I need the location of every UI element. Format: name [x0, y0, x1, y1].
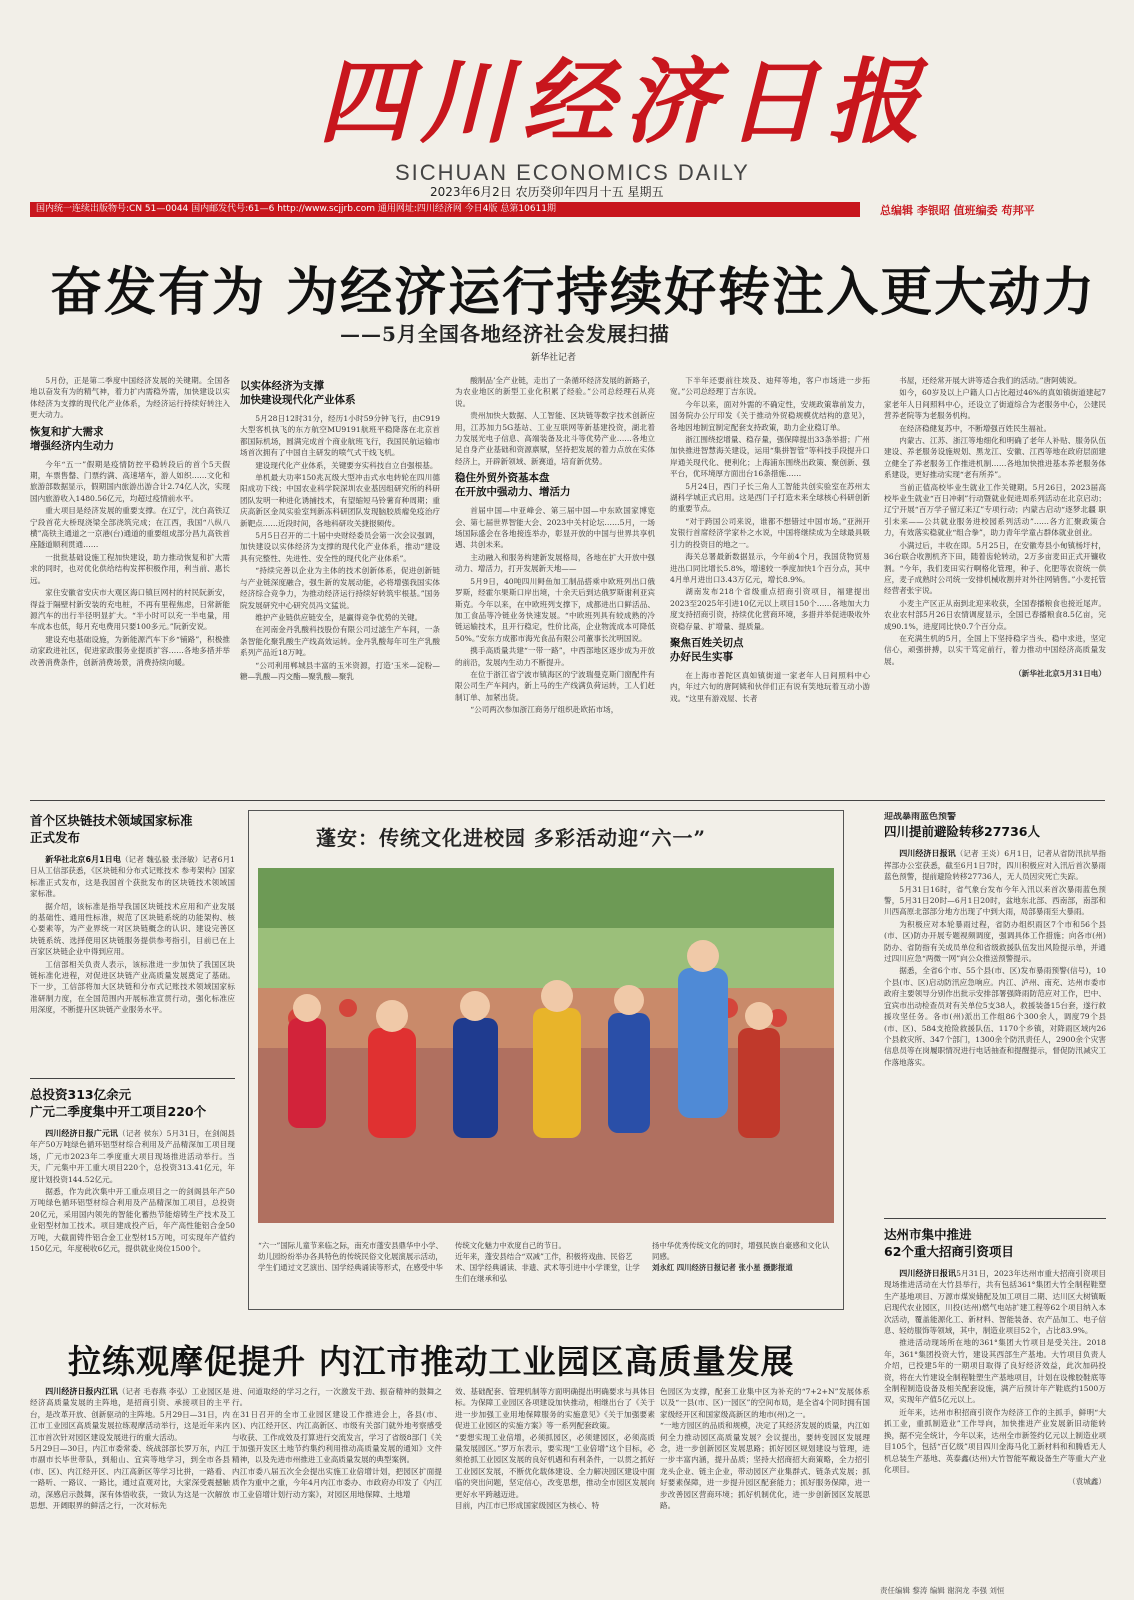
- paragraph: 单机最大功率150兆瓦级大型冲击式水电转轮在四川德阳成功下线；中国农业科学院深圳农业基因组研究所的科研团队发明一种进化诱捕技术，有望缩短马铃薯育种周期；重庆高新区金凤实验室判新冻科研团队发现脑胶质瘤免疫治疗新靶点……近段时间，各地科研攻关捷报频传。: [240, 473, 440, 528]
- paragraph: 小麦主产区正从南到北迎来收获，全国春播粮食也接近尾声。农业农村部5月26日农情调度显示，全国已春播粮食8.5亿亩，完成90.1%，进度同比快0.7个百分点。: [884, 598, 1106, 631]
- paragraph: 如今，60岁及以上户籍人口占比超过46%的真如镇街道建起7家老年人日间照料中心，还设立了街道综合为老服务中心，公建民营养老院等为老服务机构。: [884, 388, 1106, 421]
- newspaper-logo: 四川经济日报: [318, 48, 931, 156]
- dateline: 四川经济日报讯: [899, 849, 956, 859]
- lead-headline: 奋发有为 为经济运行持续好转注入更大动力: [50, 262, 1097, 323]
- section-subhead: 以实体经济为支撑 加快建设现代化产业体系: [240, 380, 356, 406]
- photo-illustration: [258, 868, 834, 1223]
- lead-column-2: [240, 375, 440, 795]
- paragraph: 据悉，作为此次集中开工重点项目之一的剑阁县年产50万吨绿色循环铝型材综合利用及产品精深加工项目，总投资20亿元，采用国内领先的智能化蓄热节能熔铸生产技术及工业铝型材加工技术。项目建成投产后，年产高性能铝合金50万吨，大截面铸件铝合金工业型材15万吨，可实现年产值约150亿元，年度税收6亿元，提供就业岗位1500个。: [30, 1187, 235, 1254]
- paragraph: 5月28日12时31分，经历1小时59分钟飞行，由C919大型客机执飞的东方航空MU9191航班平稳降落在北京首都国际机场，圆满完成首个商业航班飞行，我国民航运输市场首次拥有了中国自主研发的喷气式干线飞机。: [240, 414, 440, 458]
- photo-caption-2: 传统文化魅力中欢度自己的节日。 近年来，蓬安县结合“双减”工作，积极将戏曲、民俗艺术、国学经典诵读、非遗、武术等引进中小学课堂，让学生们在继承和弘: [455, 1241, 640, 1283]
- story-title: 四川提前避险转移27736人: [884, 824, 1040, 840]
- lead-column-5: [884, 375, 1106, 795]
- paragraph: “公司利用郸城县丰富的玉米资源，打造‘玉米—淀粉—糖—乳酸—丙交酯—聚乳酸—聚乳: [240, 660, 440, 681]
- paragraph: （记者 侯东）5月31日，在剑阁县年产50万吨绿色循环铝型材综合利用及产品精深加工项目现场，广元市2023年二季度重大项目现场推进活动举行。当天，广元集中开工重大项目220个，总投资313.41亿元，年度计划投资144.52亿元。: [30, 1129, 235, 1184]
- paragraph: 5月31日，2023年达州市重大招商引资项目现场推进活动在大竹县举行，共有包括361°集团大竹全制程鞋塑生产基地项目、万源市煤炭储配及加工项目二期、达川区大树镇畈启现代农业园区，川投(达州)燃气电站扩建工程等62个项目纳入本次活动，覆盖能源化工、新材料、智能装备、农产品加工、电子信息、轻纺服饰等领域，其中，制造业项目52个，占比83.9%。: [884, 1269, 1106, 1336]
- paragraph: 近年来，达州市积招商引资作为经济工作的主抓手，鲜明“大抓工业，重抓制造业”工作导向，加快推进产业发展新旧动能转换，据不完全统计，今年以来，达州全市新签约亿元以上制造业项目105个，包括“百亿级”项目四川金海马化工新材料和和腾盾无人机总装生产基地、英泰鑫(达州)大竹智能军戴设备生产等重大产业化项目。: [884, 1407, 1106, 1474]
- paragraph: 推进活动现场所在地的361°集团大竹项目是受关注。2018年，361°集团投资大竹，建设其西部生产基地。大竹项目负责人介绍，已投建5年的一期项目取得了良好经济效益，此次加码投资，将在大竹建设全制程鞋塑生产基地项目，计划在设橡胶鞋底等全制程制造设备及相关配套设施，满产后预计年产鞋底约1500万双，实现年产值5亿元以上。: [884, 1338, 1106, 1405]
- paragraph: （记者 王炎）6月1日，记者从省防汛抗旱指挥部办公室获悉，截至6月1日7时，四川积极应对入汛后首次暴雨蓝色预警，提前避险转移27736人，无人员因灾死亡失踪。: [884, 849, 1106, 882]
- story-dazhou: [884, 1226, 1106, 1581]
- paragraph: 首届中国—中亚峰会、第三届中国—中东欧国家博览会、第七届世界智能大会、2023中关村论坛……5月，一场场国际盛会在各地接连举办，彰显开放的中国与世界共享机遇、共创未来。: [455, 506, 655, 550]
- paragraph: 在位于浙江省宁波市镇海区的宁波瑞曼克斯门窗配件有限公司生产车间内，新上马的生产线满负荷运转，工人们赶制订单、加紧出货。: [455, 669, 655, 702]
- newspaper-english-name: SICHUAN ECONOMICS DAILY: [395, 160, 750, 185]
- paragraph: 内蒙古、江苏、浙江等地细化和明确了老年人补贴、服务队伍建设、养老服务设施规划、黑龙江、安徽、江西等地在政府层面建立健全了养老服务工作推进机制……各地加快推进基本养老服务体系建设，更好推动实现“老有所养”。: [884, 436, 1106, 480]
- paragraph: 主动融入和服务构建新发展格局，各地在扩大开放中强动力、增活力，打开发展新天地——: [455, 552, 655, 574]
- paragraph: 工信部相关负责人表示，该标准进一步加快了我国区块链标准化进程，对促进区块链产业高质量发展奠定了基础。下一步，工信部将加大区块链和分布式记账技术领域国家标准研制力度，在全国范围内开展标准宣贯行动，强化标准应用深度，不断提升区块链产业服务水平。: [30, 959, 235, 1015]
- paragraph: 下半年还要前往埃及、迪拜等地，客户市场进一步拓宽。”公司总经理丁吉东说。: [670, 376, 870, 397]
- paragraph: 家住安徽省安庆市大观区海口镇巨网村的村民阮新安，得益于隔壁村新安装的充电桩，不再有里程焦虑，日常新能源汽车的出行半径明显扩大。“半小时可以充一半电量，用车成本也低，每月充电费用只要100多元。”阮新安说。: [30, 588, 230, 632]
- story-title: 达州市集中推进 62个重大招商引资项目: [884, 1227, 1014, 1259]
- editor-credits: 总编辑 李银昭 值班编委 苟邦平: [880, 204, 1035, 217]
- paragraph: 今年“五一”假期是疫情防控平稳转段后的首个5天假期，车票售罄、门票约满、高速堵车，游人如织……文化和旅游部数据显示，假期国内旅游出游合计2.74亿人次，实现国内旅游收入1480.56亿元，均超过疫情前水平。: [30, 459, 230, 503]
- section-subhead: 稳住外贸外资基本盘 在开放中强动力、增活力: [455, 472, 571, 499]
- issue-date: 2023年6月2日 农历癸卯年四月十五 星期五: [430, 185, 664, 199]
- story-title: 首个区块链技术领域国家标准 正式发布: [30, 813, 193, 845]
- paragraph: 5月31日16时，省气象台发布今年入汛以来首次暴雨蓝色预警，5月31日20时—6月1日20时，盆地东北部、西南部，南部和川西高原北部部分地方出现了中到大雨，局部暴雨至大暴雨。: [884, 884, 1106, 917]
- paragraph: 小满过后，丰收在即。5月25日，在安徽寿县小甸镇杨圩村，36台联合收割机齐下田，随着齿轮转动，2万多亩麦田正式开镰收割。“今年，我们麦田实行啊格化管理，种子、化肥等农资统一供应，麦子成熟时公司统一安排机械收割并对外往网销售。”小麦托管经营者张宇说。: [884, 540, 1106, 596]
- paragraph: 5月份，正是第二季度中国经济发展的关键期。全国各地以奋发有为的精气神，着力扩内需稳外需，加快建设以实体经济为支撑的现代化产业体系，为经济运行持续好转注入更大动力。: [30, 376, 230, 420]
- paragraph: 5月9日，40吨四川鲟鱼加工制品搭乘中欧班列出口俄罗斯，经霍尔果斯口岸出境，十余天后到达俄罗斯谢利亚宾斯克。今年以来，在中欧班列支撑下，成都进出口鲜活品、加工食品等冷链业务快速发展。“中欧班列具有较成熟的冷链运输技术，且开行稳定，性价比高，企业物流成本可降低50%。”安东方成都市海光食品有限公司董事长沈明国说。: [455, 576, 655, 643]
- neijiang-column-1: [30, 1386, 230, 1581]
- story-flood: [884, 812, 1106, 1212]
- publication-info-bar: 国内统一连续出版物号:CN 51—0044 国内邮发代号:61—6 http://www.scjjrb.com 通用网址:四川经济网 今日4版 总第10611期: [30, 202, 860, 217]
- paragraph: 在上海市普陀区真如镇街道一家老年人日间照料中心内，年过六旬的唐阿姨和伙伴们正有说有笑地玩着互动小游戏。“这里有游戏屋、长者: [670, 670, 870, 703]
- neijiang-column-2: 进、问道取经的学习之行，一次激发干劲、振奋精神的鼓舞之行。 在31日召开的全市工业园区建设工作推进会上，各县(市、区)、内江经开区、内江高新区、市级有关部门就外地考察感受与收获、工作成效及打算进行交流发言，学习了省级8部门《关于加强开发区土地节约集约利用推动高质量发展的通知》文件精神，以及先进市州推进工业高质量发展的典型案例。 内江市委八届五次全会提出实施工业倍增计划，把园区扩面提质作为重中之重，今年4月内江市委办、市政府办印发了《内江市工业倍增计划行动方案》，对园区用地保障、土地增: [232, 1387, 442, 1499]
- paragraph: 在充满生机的5月，全国上下坚持稳字当头、稳中求进，坚定信心，顽强拼搏，以实干笃定前行，着力推动中国经济高质量发展。: [884, 633, 1106, 666]
- story-title: 总投资313亿余元 广元二季度集中开工项目220个: [30, 1087, 207, 1119]
- paragraph: 一批批基础设施工程加快建设，助力推动恢复和扩大需求的同时，也对优化供给结构发挥积极作用，利当前、惠长远。: [30, 552, 230, 585]
- paragraph: 今年以来，面对外需的不确定性，安规政策靠前发力，国务院办公厅印发《关于推动外贸稳规模优结构的意见》，各地因地制宜制定配套支持政策，助力企业稳订单。: [670, 399, 870, 432]
- section-subhead: 恢复和扩大需求 增强经济内生动力: [30, 425, 114, 452]
- section-divider: [30, 800, 1105, 801]
- paragraph: 5月5日召开的二十届中央财经委员会第一次会议强调，加快建设以实体经济为支撑的现代化产业体系，推动“建设具有完整性、先进性、安全性的现代化产业体系”。: [240, 531, 440, 563]
- paragraph: 酸制品’全产业链，走出了一条循环经济发展的新路子，为农业地区的新型工业化积累了经验。”公司总经理石从亮说。: [455, 376, 655, 408]
- photo-credit: 刘永红 四川经济日报记者 张小星 摄影报道: [652, 1263, 793, 1272]
- neijiang-column-4: 色园区为支撑，配套工业集中区为补充的“7+2+N”发展体系以及“一县(市、区)一园区”的空间布局，是全省4个同时拥有国家级经开区和国家级高新区的地市(州)之一。 “一地方园区的品质和规模，决定了其经济发展的质量，内江如何全力推动园区高质量发展？会议提出，要转变园区发展理念，进一步创新园区发展思路；抓好园区规划建设与管理，进一步丰富内涵，提升品质；坚持大招商招大商策略，全力招引龙头企业、链主企业，带动园区产业集群式、链条式发展；抓好要素保障，进一步提升园区配套能力；抓好服务保障，进一步改善园区营商环境；抓好机制优化，进一步创新园区发展思路。: [660, 1387, 870, 1511]
- masthead: [0, 0, 1134, 200]
- caption-text: 扬中华优秀传统文化的同时，增强民族自豪感和文化认同感。: [652, 1241, 830, 1261]
- dateline: 四川经济日报讯: [899, 1269, 957, 1278]
- page-footer-credits: 责任编辑 黎涛 编辑 谢润龙 李强 刘恒: [880, 1586, 1005, 1595]
- paragraph: 海关总署最新数据显示，今年前4个月，我国货物贸易进出口同比增长5.8%，增速较一季度加快1个百分点，其中4月单月进出口3.43万亿元，增长8.9%。: [670, 552, 870, 584]
- paragraph: （记者 魏弘毅 张泽敏）记者6月1日从工信部获悉，《区块链和分布式记账技术 参考架构》国家标准正式发布，这是我国首个获批发布的区块链技术领域国家标准。: [30, 855, 235, 899]
- story-divider: [30, 1078, 235, 1079]
- paragraph: 携手高质量共建“一带一路”，中西部地区逐步成为开放的前沿，发展内生动力不断提升。: [455, 646, 655, 667]
- dateline-end: （新华社北京5月31日电）: [1014, 669, 1106, 679]
- photo-caption-1: “六一”国际儿童节来临之际，南充市蓬安县鼎华中小学、幼儿园纷纷举办各具特色的传统民俗文化展演展示活动，学生们通过文艺演出、国学经典诵读等形式，在感受中华: [258, 1241, 443, 1272]
- paragraph: 书屋，还经常开展大讲等适合我们的活动。”唐阿姨说。: [899, 376, 1082, 385]
- neijiang-headline: 拉练观摩促提升 内江市推动工业园区高质量发展: [68, 1342, 795, 1381]
- paragraph: 当前正值高校毕业生就业工作关键期。5月26日，2023届高校毕业生就业“百日冲刺”行动暨就业促进周系列活动在北京启动；辽宁开展“百万学子留辽来辽”专项行动；内蒙古启动“逐梦北疆 职引未来——公共就业服务进校园系列活动”……各方汇聚政策合力，有效落实稳就业“组合拳”，助力青年学童占群体就业创业。: [884, 482, 1106, 538]
- paragraph: “持续完善以企业为主体的技术创新体系，促进创新链与产业链深度融合，强生新的发展动能，必将增强我国实体经济综合竞争力，为推动经济运行持续好转筑牢根基。”国务院发展研究中心研究员冯文猛说。: [240, 566, 440, 610]
- dateline: 四川经济日报广元讯: [45, 1129, 119, 1138]
- paragraph: 贵州加快大数据、人工智能、区块链等数字技术创新应用，江苏加力5G基站、工业互联网等新基建投资，湖北着力发展光电子信息、高端装备及北斗等优势产业……各地立足自身产业基础和资源禀赋，坚持把发展的着力点放在实体经济上，开辟新领域、新赛道，培育新优势。: [455, 411, 655, 466]
- section-subhead: 聚焦百姓关切点 办好民生实事: [670, 636, 744, 663]
- children-performance-photo: [258, 868, 834, 1223]
- paragraph: 重大项目是经济发展的重要支撑。在辽宁，沈白高铁辽宁段首花大桥现浇梁全部浇筑完成；在江西，我国“八纵八横”高铁主通道之一京港(台)通道的重要组成部分昌九高铁首座隧道顺利贯通……: [30, 506, 230, 550]
- paragraph: 建设充电基础设施，为新能源汽车下乡“铺路”，积极推动家政进社区，促进家政服务业提质扩容……各地多措并举改善消费条件，创新消费场景，消费持续向暖。: [30, 634, 230, 667]
- story-kicker: 迎战暴雨蓝色预警: [884, 812, 957, 822]
- lead-byline: 新华社记者: [531, 353, 577, 363]
- story-blockchain: [30, 812, 235, 1074]
- paragraph: 湖南发布218个省级重点招商引资项目，福建提出2023至2025年引进10亿元以上项目150个……各地加大力度支持招商引资，持续优化营商环境，多措并举促进吸收外资稳存量、扩增量、提质量。: [670, 587, 870, 631]
- paragraph: 5月24日，西门子长三角人工智能共创实验室在苏州太湖科学城正式启用。这是西门子打造未来全球核心科研创新的重要节点。: [670, 481, 870, 514]
- paragraph: 在河南金丹乳酸科技股份有限公司过滤生产车间，一条条智能化聚乳酸生产线高效运转。金丹乳酸每年可生产乳酸系列产品近18万吨。: [240, 625, 440, 658]
- author-tag: （袁城鑫）: [1068, 1477, 1106, 1487]
- photo-feature-title: 蓬安：传统文化进校园 多彩活动迎“六一”: [316, 826, 706, 850]
- paragraph: 建设现代化产业体系，关键要夯实科技自立自强根基。: [255, 460, 438, 470]
- paragraph: 在经济稳健复苏中，不断增强百姓民生福祉。: [899, 423, 1052, 433]
- lead-column-3: [455, 375, 655, 795]
- paragraph: 维护产业链供应链安全，是赢得竞争优势的关键。: [255, 612, 423, 622]
- lead-column-4: [670, 375, 870, 795]
- dateline: 四川经济日报内江讯: [45, 1387, 118, 1396]
- lead-column-1: [30, 375, 230, 795]
- dateline: 新华社北京6月1日电: [45, 855, 121, 864]
- story-guangyuan: [30, 1086, 235, 1318]
- paragraph: 为积极应对本轮暴雨过程，省防办组织雨区7个市和56个县(市、区)防办开展专题视频调度，强调具体工作措施；向各市(州)防办、省防指有关成员单位和省级救援队伍发出风险提示单，并通过四川应急“两微一网”向公众推送预警提示。: [884, 919, 1106, 964]
- paragraph: （记者 毛春燕 李弘）工业园区是经济高质量发展的主阵地，是招商引资、承接项目的主平台，是改革开放、创新驱动的主阵地。5月29日—31日，内江市工业园区高质量发展拉练观摩活动举行，这是近年来内江市首次针对园区建设发展进行的重大活动。 5月29日—30日，内江市委常委、统战部部长罗万东，内江市副市长毕世带队，到船山、宜宾等地学习，到全市各县(市、区)、内江经开区、内江高新区等学习比拼，一路看、一路听、一路议、一路比，通过直观对比，大家深受震撼触动，深感启示鼓舞，深有体悟收获，一致认为这是一次解放思想、开阔眼界的鲜活之行，一次对标先: [30, 1387, 230, 1511]
- paragraph: 据悉，全省6个市、55个县(市、区)发布暴雨预警(信号)，10个县(市、区)启动防汛应急响应。内江、泸州、南充、达州市委市政府主要领导分别作出批示安排部署强降雨防范应对工作，巴中、宜宾市出动检查员对有关单位5支38人，救援装备15台套，遂行救援攻坚任务。各市(州)派出工作组86个300余人，调度79个县(市、区)、584支抢险救援队伍、1170个乡镇，对降雨区域内26个县救灾所、347个部门，1300余个防汛责任人，2900余个灾害信息员等在岗履职情况进行电话抽查和提醒提示，督促防汛减灾工作落地落实。: [884, 966, 1106, 1067]
- story-divider: [884, 1218, 1106, 1219]
- paragraph: “公司两次参加浙江商务厅组织赴欧拓市场，: [470, 705, 619, 715]
- paragraph: 浙江围绕挖增量、稳存量，强保障提出33条举措；广州加快推进智慧海关建设，运用“集拼智管”等科技手段提升口岸通关现代化、便利化；上海浦东围绕出政策、聚创新、强平台，优环境厚方面出台16条措施……: [670, 435, 870, 479]
- lead-subheadline: ——5月全国各地经济社会发展扫描: [340, 322, 670, 346]
- neijiang-column-3: 效、基础配套、管理机制等方面明确提出明确要求与具体目标。为保障工业园区各项建设加快推动，相继出台了《关于进一步加强工业用地保障服务的实施意见》《关于加强要素促进工业园区的实施方案》等一系列配套政策。 “要想实现工业倍增，必须抓园区，必须建园区，必须高质量发展园区。”罗万东表示，要实现“工业倍增”这个目标，必须抢抓工业园区发展的良好机遇和有利条件，一以贯之抓好工业园区发展，不断优化载体建设、全力解决园区建设中面临的突出问题，坚定信心，改变思想，推动全市园区发展向更好水平跨越迈进。 目前，内江市已形成国家级园区为核心、特: [455, 1387, 655, 1511]
- paragraph: 据介绍，该标准是指导我国区块链技术应用和产业发展的基础性、通用性标准，规范了区块链系统的功能架构、核心要素等，为产业界统一对区块链概念的认识、建设完善区块链系统、选择使用区块链服务提供参考指引，目前已在上百家区块链企业中得到应用。: [30, 901, 235, 957]
- paragraph: “对于跨国公司来说，谁都不想错过中国市场。”亚洲开发银行首席经济学家朴之水说，中国将继续成为全球最具吸引力的投资目的地之一。: [670, 516, 870, 549]
- photo-caption-3: [652, 1240, 834, 1273]
